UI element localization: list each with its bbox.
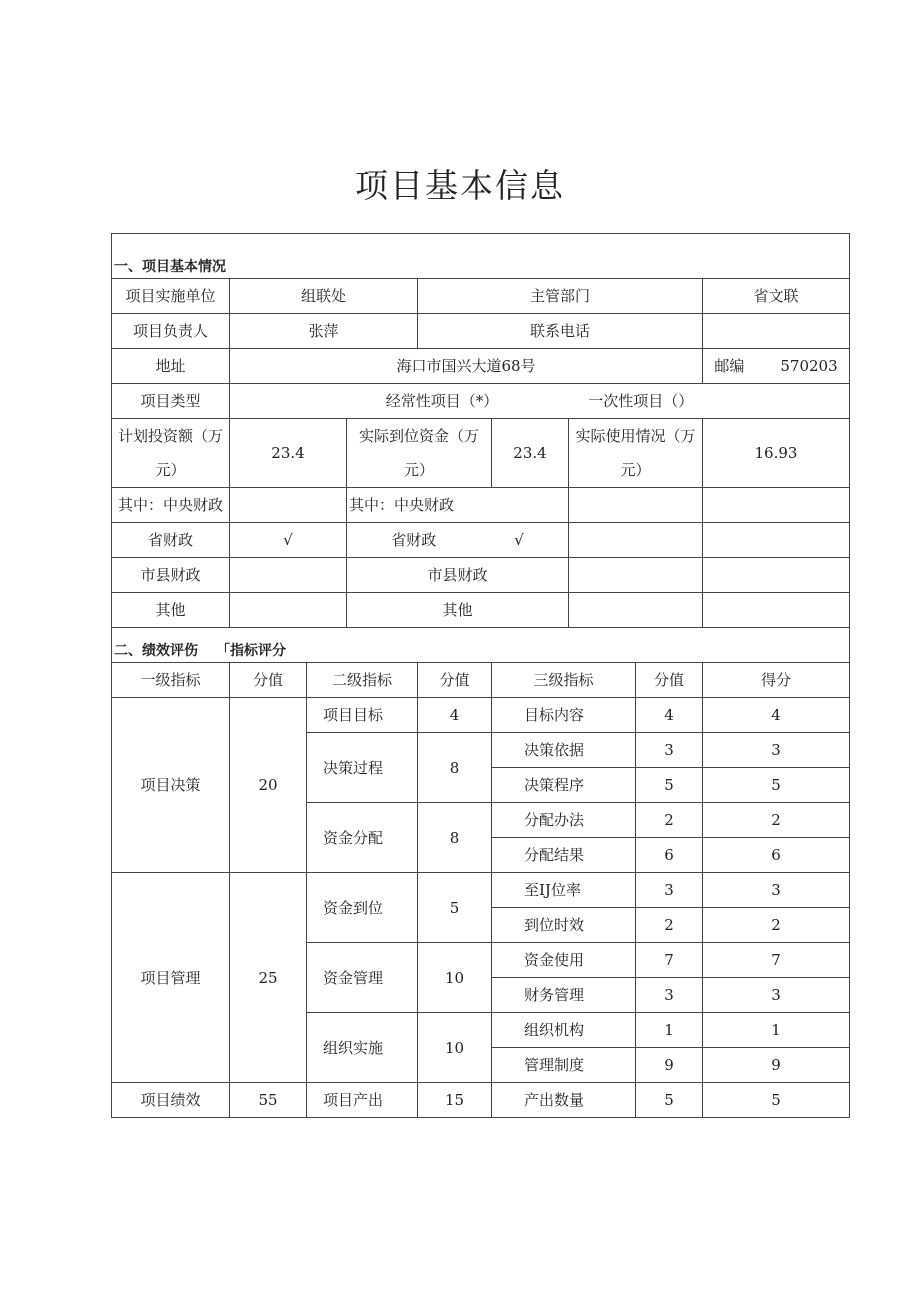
level3-name: 到位时效 [492, 908, 636, 943]
section2-heading [112, 628, 850, 663]
header-score3: 分值 [636, 663, 703, 698]
level2-score: 8 [418, 733, 492, 803]
type-onetime: 一次性项目（） [588, 392, 694, 410]
central-label: 其中：中央财政 [112, 488, 230, 523]
city-mark [230, 558, 347, 593]
level2-name: 项目产出 [307, 1083, 418, 1118]
level1-name: 项目决策 [112, 698, 230, 873]
level3-name: 决策依据 [492, 733, 636, 768]
level2-name: 资金到位 [307, 873, 418, 943]
header-score2: 分值 [418, 663, 492, 698]
level3-result: 9 [703, 1048, 850, 1083]
leader-value: 张萍 [230, 314, 418, 349]
address-value: 海口市国兴大道68号 [230, 349, 703, 384]
level3-score: 5 [636, 1083, 703, 1118]
level1-name: 项目管理 [112, 873, 230, 1083]
province-label-2: 省财政 [391, 531, 437, 549]
level3-score: 9 [636, 1048, 703, 1083]
header-level1: 一级指标 [112, 663, 230, 698]
leader-label: 项目负责人 [112, 314, 230, 349]
level3-result: 2 [703, 908, 850, 943]
header-level3: 三级指标 [492, 663, 636, 698]
actual-value: 23.4 [492, 419, 569, 488]
level3-result: 6 [703, 838, 850, 873]
level3-score: 3 [636, 978, 703, 1013]
other-used [569, 593, 703, 628]
level3-name: 至IJ位率 [492, 873, 636, 908]
level2-name: 项目目标 [307, 698, 418, 733]
postcode-label: 邮编 [714, 357, 745, 375]
level3-result: 3 [703, 873, 850, 908]
level3-score: 6 [636, 838, 703, 873]
province-cell-2 [347, 523, 569, 558]
province-used-value [703, 523, 850, 558]
level3-result: 3 [703, 978, 850, 1013]
score-header-row [112, 663, 850, 698]
section2-heading-a: 二、绩效评伤 [114, 643, 198, 660]
planned-value: 23.4 [230, 419, 347, 488]
level3-score: 7 [636, 943, 703, 978]
province-mark: √ [230, 523, 347, 558]
level3-score: 4 [636, 698, 703, 733]
central-used [569, 488, 703, 523]
header-score1: 分值 [230, 663, 307, 698]
level3-result: 5 [703, 1083, 850, 1118]
page-title: 项目基本信息 [355, 166, 565, 205]
city-used-value [703, 558, 850, 593]
info-sheet [111, 233, 849, 1118]
postcode-value: 570203 [780, 357, 838, 375]
score-table-body [112, 698, 850, 1118]
level3-result: 4 [703, 698, 850, 733]
level1-score: 20 [230, 698, 307, 873]
type-options [230, 384, 850, 419]
used-value: 16.93 [703, 419, 850, 488]
other-used-value [703, 593, 850, 628]
level3-name: 管理制度 [492, 1048, 636, 1083]
phone-label: 联系电话 [418, 314, 703, 349]
province-used [569, 523, 703, 558]
level3-name: 产出数量 [492, 1083, 636, 1118]
header-level2: 二级指标 [307, 663, 418, 698]
other-label: 其他 [112, 593, 230, 628]
level2-score: 8 [418, 803, 492, 873]
level3-result: 7 [703, 943, 850, 978]
city-used [569, 558, 703, 593]
level1-score: 55 [230, 1083, 307, 1118]
province-label: 省财政 [112, 523, 230, 558]
level3-score: 1 [636, 1013, 703, 1048]
level3-name: 分配办法 [492, 803, 636, 838]
level3-name: 资金使用 [492, 943, 636, 978]
level3-score: 2 [636, 803, 703, 838]
unit-label: 项目实施单位 [112, 279, 230, 314]
level2-name: 组织实施 [307, 1013, 418, 1083]
section1-heading: 一、项目基本情况 [112, 234, 850, 279]
address-label: 地址 [112, 349, 230, 384]
level2-name: 资金管理 [307, 943, 418, 1013]
level3-result: 2 [703, 803, 850, 838]
city-label: 市县财政 [112, 558, 230, 593]
level3-result: 3 [703, 733, 850, 768]
level1-name: 项目绩效 [112, 1083, 230, 1118]
header-result: 得分 [703, 663, 850, 698]
city-label-2: 市县财政 [347, 558, 569, 593]
dept-value: 省文联 [703, 279, 850, 314]
other-label-2: 其他 [347, 593, 569, 628]
level3-name: 财务管理 [492, 978, 636, 1013]
level2-score: 15 [418, 1083, 492, 1118]
level3-result: 5 [703, 768, 850, 803]
level3-name: 决策程序 [492, 768, 636, 803]
central-used-value [703, 488, 850, 523]
dept-label: 主管部门 [418, 279, 703, 314]
used-label: 实际使用情况（万元） [569, 419, 703, 488]
level2-name: 决策过程 [307, 733, 418, 803]
postcode-cell [703, 349, 850, 384]
level3-result: 1 [703, 1013, 850, 1048]
level3-name: 分配结果 [492, 838, 636, 873]
level2-score: 10 [418, 1013, 492, 1083]
level2-score: 5 [418, 873, 492, 943]
level2-score: 4 [418, 698, 492, 733]
phone-value [703, 314, 850, 349]
actual-label: 实际到位资金（万元） [347, 419, 492, 488]
province-mark-2: √ [514, 531, 524, 549]
type-regular: 经常性项目（*） [385, 392, 499, 410]
score-row [112, 698, 850, 733]
central-label-2: 其中：中央财政 [347, 488, 569, 523]
central-mark [230, 488, 347, 523]
section2-heading-b: 「指标评分 [216, 643, 286, 660]
unit-value: 组联处 [230, 279, 418, 314]
level3-name: 目标内容 [492, 698, 636, 733]
level3-score: 3 [636, 873, 703, 908]
project-info-table [111, 233, 850, 1118]
level2-name: 资金分配 [307, 803, 418, 873]
other-mark [230, 593, 347, 628]
score-row [112, 873, 850, 908]
type-label: 项目类型 [112, 384, 230, 419]
planned-label: 计划投资额（万元） [112, 419, 230, 488]
level2-score: 10 [418, 943, 492, 1013]
level3-score: 3 [636, 733, 703, 768]
level3-score: 2 [636, 908, 703, 943]
level1-score: 25 [230, 873, 307, 1083]
level3-name: 组织机构 [492, 1013, 636, 1048]
score-row [112, 1083, 850, 1118]
level3-score: 5 [636, 768, 703, 803]
